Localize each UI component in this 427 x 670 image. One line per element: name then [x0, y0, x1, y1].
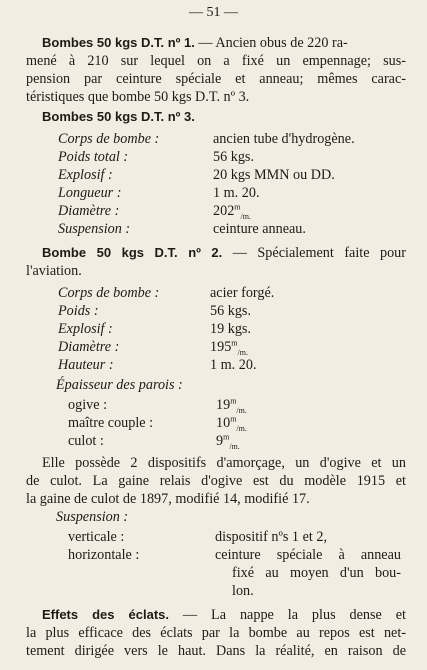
- ammo-para-line-2: de culot. La gaine relais d'ogive est du modèle 1915 et: [26, 473, 406, 489]
- spec-value: 56 kgs.: [210, 303, 251, 319]
- spec-label: Diamètre :: [58, 203, 120, 219]
- section-1-line-1: [42, 34, 348, 52]
- spec-label: horizontale :: [68, 547, 140, 563]
- spec-label: Hauteur :: [58, 357, 114, 373]
- section-1-intro: — Ancien obus de 220 ra-: [194, 35, 348, 51]
- spec-value-continued: fixé au moyen d'un bou-: [232, 565, 401, 581]
- spec-label: culot :: [68, 433, 104, 449]
- spec-label: Diamètre :: [58, 339, 120, 355]
- spec-label: Poids total :: [58, 149, 129, 165]
- spec-value: 56 kgs.: [213, 149, 254, 165]
- section-1-line-2: mené à 210 sur lequel on a fixé un empennage; sus-: [26, 53, 406, 69]
- section-1-line-3: pension par ceinture spéciale et anneau; mêmes carac-: [26, 71, 406, 87]
- spec-value: 1 m. 20.: [210, 357, 257, 373]
- effects-line-3: tement dirigée vers le haut. Dans la réalité, en raison de: [26, 643, 406, 659]
- spec-label: ogive :: [68, 397, 108, 413]
- effects-line-2: la plus efficace des éclats par la bombe au repos est net-: [26, 625, 406, 641]
- spec-value: $195^m_{/m.}$: [210, 338, 248, 357]
- spec-value: $202^m_{/m.}$: [213, 202, 251, 221]
- spec-label: maître couple :: [68, 415, 154, 431]
- walls-label: Épaisseur des parois :: [56, 377, 183, 393]
- effects-heading: Effets des éclats.: [42, 607, 169, 622]
- spec-value: acier forgé.: [210, 285, 275, 301]
- section-2-line-1: [42, 244, 406, 262]
- spec-label: Corps de bombe :: [58, 131, 160, 147]
- spec-label: Poids :: [58, 303, 99, 319]
- section-2-heading: Bombe 50 kgs D.T. nº 2.: [42, 245, 223, 260]
- ammo-para-line-3: la gaine de culot de 1897, modifié 14, modifié 17.: [26, 491, 310, 507]
- spec-value: ceinture spéciale à anneau: [215, 547, 401, 563]
- section-3-heading: Bombes 50 kgs D.T. nº 3.: [42, 109, 195, 124]
- spec-label: Corps de bombe :: [58, 285, 160, 301]
- spec-value: $10^m_{/m.}$: [216, 414, 247, 433]
- spec-value: 20 kgs MMN ou DD.: [213, 167, 335, 183]
- spec-value: dispositif nºs 1 et 2,: [215, 529, 327, 545]
- spec-value: ceinture anneau.: [213, 221, 306, 237]
- section-1-heading: Bombes 50 kgs D.T. nº 1.: [42, 35, 195, 50]
- effects-intro: — La nappe la plus dense et: [169, 607, 406, 623]
- section-2-line-2: l'aviation.: [26, 263, 82, 279]
- spec-value: 19 kgs.: [210, 321, 251, 337]
- spec-value: $9^m_{/m.}$: [216, 432, 240, 451]
- spec-label: Longueur :: [58, 185, 122, 201]
- section-2-intro: — Spécialement faite pour: [222, 245, 407, 261]
- spec-label: Explosif :: [58, 167, 113, 183]
- effects-line-1: [42, 606, 406, 624]
- spec-value-continued: lon.: [232, 583, 254, 599]
- page-number: — 51 —: [189, 5, 238, 20]
- section-1-line-4: téristiques que bombe 50 kgs D.T. nº 3.: [26, 89, 250, 105]
- spec-label: verticale :: [68, 529, 125, 545]
- spec-label: Explosif :: [58, 321, 113, 337]
- spec-value: ancien tube d'hydrogène.: [213, 131, 355, 147]
- spec-value: 1 m. 20.: [213, 185, 260, 201]
- ammo-para-line-1: Elle possède 2 dispositifs d'amorçage, un d'ogive et un: [42, 455, 406, 471]
- suspension-label: Suspension :: [56, 509, 129, 525]
- spec-label: Suspension :: [58, 221, 131, 237]
- spec-value: $19^m_{/m.}$: [216, 396, 247, 415]
